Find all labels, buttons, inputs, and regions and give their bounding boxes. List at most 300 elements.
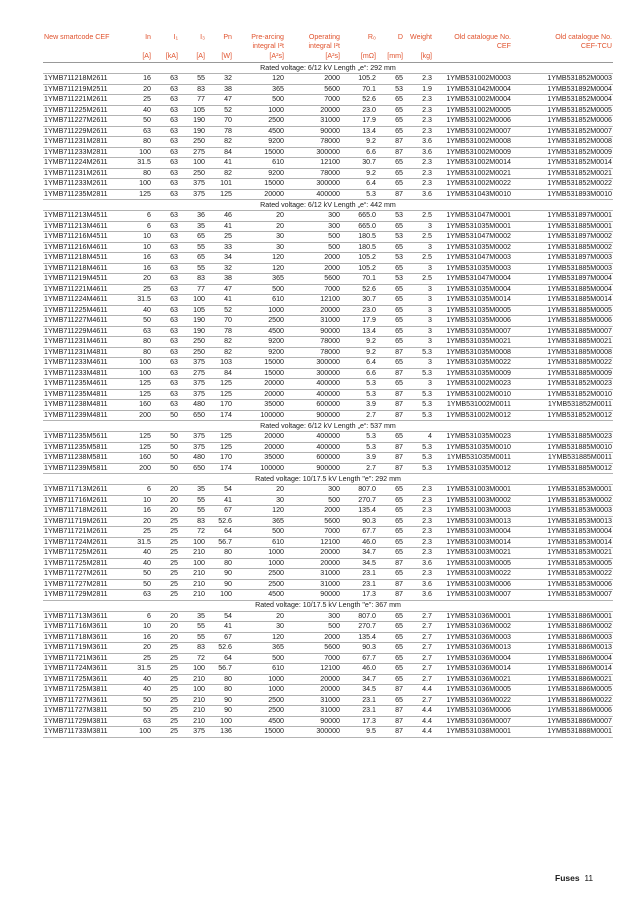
table-cell: 40: [125, 685, 152, 696]
table-row: [43, 295, 613, 306]
table-cell: 20: [152, 506, 179, 517]
table-cell: 9.2: [341, 168, 377, 179]
table-cell: 375: [179, 189, 206, 200]
table-cell: 1YMB531035M0010: [433, 442, 512, 453]
table-cell: 20000: [285, 558, 341, 569]
table-cell: 100: [179, 685, 206, 696]
table-cell: 210: [179, 716, 206, 727]
unit-operating: [A²s]: [285, 52, 341, 63]
table-cell: 2000: [285, 263, 341, 274]
section-header-row: [43, 200, 613, 211]
table-cell: 1YMB531852M0021: [512, 168, 613, 179]
table-cell: 1YMB531036M0022: [433, 695, 512, 706]
table-cell: 1YMB711218M4611: [43, 263, 125, 274]
table-cell: 170: [206, 400, 233, 411]
table-cell: 100: [125, 179, 152, 190]
table-cell: 54: [206, 485, 233, 496]
table-cell: 375: [179, 358, 206, 369]
table-cell: 65: [377, 263, 404, 274]
table-row: [43, 558, 613, 569]
table-body: [43, 63, 613, 738]
table-cell: 1YMB711719M2611: [43, 516, 125, 527]
table-cell: 105: [179, 305, 206, 316]
table-cell: 65: [377, 326, 404, 337]
table-cell: 120: [233, 74, 285, 85]
table-cell: 5.3: [404, 453, 433, 464]
table-row: [43, 537, 613, 548]
table-cell: 78000: [285, 168, 341, 179]
table-cell: 1YMB711219M4511: [43, 274, 125, 285]
table-cell: 4.4: [404, 716, 433, 727]
table-cell: 375: [179, 379, 206, 390]
table-cell: 300000: [285, 358, 341, 369]
table-row: [43, 485, 613, 496]
table-cell: 63: [152, 316, 179, 327]
table-cell: 67.7: [341, 527, 377, 538]
table-cell: 400000: [285, 389, 341, 400]
table-cell: 3.9: [341, 453, 377, 464]
table-cell: 35: [179, 221, 206, 232]
table-cell: 5.3: [341, 379, 377, 390]
table-cell: 63: [152, 116, 179, 127]
table-cell: 20000: [285, 105, 341, 116]
table-cell: 41: [206, 295, 233, 306]
table-cell: 6: [125, 211, 152, 222]
table-cell: 1YMB711721M2611: [43, 527, 125, 538]
table-cell: 174: [206, 463, 233, 474]
table-cell: 125: [206, 379, 233, 390]
table-cell: 1YMB531852M0007: [512, 126, 613, 137]
table-cell: 35: [179, 611, 206, 622]
table-cell: 2.7: [404, 674, 433, 685]
table-cell: 1YMB531886M0005: [512, 685, 613, 696]
table-cell: 50: [152, 463, 179, 474]
table-cell: 83: [179, 274, 206, 285]
table-cell: 9200: [233, 337, 285, 348]
table-cell: 1YMB531886M0007: [512, 716, 613, 727]
table-cell: 23.1: [341, 569, 377, 580]
table-cell: 170: [206, 453, 233, 464]
table-cell: 5600: [285, 643, 341, 654]
table-cell: 1YMB531036M0007: [433, 716, 512, 727]
table-cell: 82: [206, 347, 233, 358]
table-cell: 2.3: [404, 485, 433, 496]
table-cell: 500: [285, 242, 341, 253]
table-cell: 55: [179, 632, 206, 643]
table-cell: 67: [206, 506, 233, 517]
table-cell: 100: [125, 368, 152, 379]
table-cell: 2.3: [404, 516, 433, 527]
table-cell: 4500: [233, 326, 285, 337]
table-cell: 50: [125, 579, 152, 590]
table-cell: 5.3: [404, 410, 433, 421]
table-cell: 25: [125, 284, 152, 295]
table-cell: 63: [152, 147, 179, 158]
table-cell: 78: [206, 326, 233, 337]
table-cell: 25: [125, 527, 152, 538]
table-cell: 500: [233, 527, 285, 538]
table-cell: 31000: [285, 316, 341, 327]
table-cell: 6: [125, 221, 152, 232]
table-cell: 1YMB531003M0007: [433, 590, 512, 601]
table-cell: 1YMB531002M0007: [433, 126, 512, 137]
table-cell: 4.4: [404, 685, 433, 696]
table-cell: 2.5: [404, 232, 433, 243]
table-cell: 90000: [285, 326, 341, 337]
table-cell: 3: [404, 326, 433, 337]
table-cell: 80: [206, 685, 233, 696]
table-cell: 500: [233, 653, 285, 664]
table-cell: 83: [179, 643, 206, 654]
table-cell: 180.5: [341, 232, 377, 243]
table-cell: 1000: [233, 305, 285, 316]
table-cell: 63: [152, 211, 179, 222]
table-cell: 53: [377, 84, 404, 95]
table-cell: 25: [152, 664, 179, 675]
table-cell: 210: [179, 674, 206, 685]
table-cell: 52.6: [341, 95, 377, 106]
table-cell: 1YMB531036M0005: [433, 685, 512, 696]
table-cell: 10: [125, 232, 152, 243]
table-cell: 2.5: [404, 211, 433, 222]
table-cell: 300: [285, 221, 341, 232]
table-cell: 1YMB531002M0023: [433, 379, 512, 390]
table-cell: 33: [206, 242, 233, 253]
table-cell: 65: [377, 242, 404, 253]
table-cell: 63: [152, 337, 179, 348]
table-row: [43, 316, 613, 327]
table-cell: 5.3: [341, 189, 377, 200]
table-cell: 1YMB711724M3611: [43, 664, 125, 675]
table-cell: 1YMB711227M2611: [43, 116, 125, 127]
section-title: Rated voltage: 6/12 kV Length „e“: 292 mm: [43, 63, 613, 74]
table-cell: 2.3: [404, 537, 433, 548]
table-cell: 210: [179, 548, 206, 559]
table-cell: 100: [179, 558, 206, 569]
table-cell: 63: [152, 242, 179, 253]
table-cell: 2.7: [341, 463, 377, 474]
table-cell: 53: [377, 253, 404, 264]
table-row: [43, 305, 613, 316]
table-cell: 1YMB531853M0013: [512, 516, 613, 527]
table-cell: 12100: [285, 158, 341, 169]
table-cell: 87: [377, 685, 404, 696]
table-cell: 31000: [285, 706, 341, 717]
table-cell: 4: [404, 432, 433, 443]
table-cell: 83: [179, 516, 206, 527]
table-cell: 2.3: [404, 527, 433, 538]
table-cell: 3.6: [404, 137, 433, 148]
table-row: [43, 84, 613, 95]
table-cell: 52: [206, 105, 233, 116]
table-cell: 650: [179, 410, 206, 421]
table-cell: 9.2: [341, 337, 377, 348]
table-cell: 38: [206, 84, 233, 95]
table-cell: 1YMB711716M2611: [43, 495, 125, 506]
table-cell: 64: [206, 653, 233, 664]
table-cell: 1YMB531852M0004: [512, 95, 613, 106]
table-cell: 2.7: [404, 643, 433, 654]
table-cell: 1YMB711729M3811: [43, 716, 125, 727]
table-cell: 1YMB531897M0004: [512, 274, 613, 285]
table-cell: 87: [377, 147, 404, 158]
table-cell: 1YMB531002M0011: [433, 400, 512, 411]
table-cell: 103: [206, 358, 233, 369]
table-cell: 1YMB531853M0005: [512, 558, 613, 569]
table-cell: 375: [179, 179, 206, 190]
table-cell: 1YMB531002M0014: [433, 158, 512, 169]
table-row: [43, 400, 613, 411]
table-row: [43, 126, 613, 137]
table-cell: 30: [233, 232, 285, 243]
table-row: [43, 674, 613, 685]
table-cell: 41: [206, 495, 233, 506]
table-cell: 65: [377, 284, 404, 295]
table-cell: 2500: [233, 116, 285, 127]
table-cell: 63: [152, 105, 179, 116]
table-cell: 15000: [233, 368, 285, 379]
table-cell: 63: [152, 379, 179, 390]
table-cell: 1YMB531885M0014: [512, 295, 613, 306]
table-cell: 1YMB531885M0011: [512, 453, 613, 464]
table-cell: 400000: [285, 189, 341, 200]
table-cell: 2000: [285, 632, 341, 643]
table-cell: 40: [125, 305, 152, 316]
table-cell: 63: [152, 84, 179, 95]
table-cell: 1YMB531853M0002: [512, 495, 613, 506]
table-cell: 4.4: [404, 706, 433, 717]
table-cell: 50: [152, 453, 179, 464]
table-cell: 55: [179, 263, 206, 274]
table-cell: 375: [179, 442, 206, 453]
table-cell: 10: [125, 622, 152, 633]
table-cell: 77: [179, 284, 206, 295]
table-cell: 1YMB711233M4611: [43, 358, 125, 369]
table-cell: 1YMB711719M3611: [43, 643, 125, 654]
table-cell: 1YMB531853M0001: [512, 485, 613, 496]
table-cell: 20: [233, 221, 285, 232]
table-row: [43, 727, 613, 738]
table-cell: 5.3: [341, 432, 377, 443]
table-cell: 90.3: [341, 516, 377, 527]
table-cell: 90: [206, 579, 233, 590]
table-cell: 1YMB531886M0013: [512, 643, 613, 654]
table-cell: 807.0: [341, 611, 377, 622]
table-cell: 1YMB711216M4511: [43, 232, 125, 243]
table-row: [43, 590, 613, 601]
table-row: [43, 569, 613, 580]
table-cell: 25: [125, 653, 152, 664]
table-cell: 20000: [285, 685, 341, 696]
table-cell: 3: [404, 295, 433, 306]
table-cell: 1YMB711224M2611: [43, 158, 125, 169]
table-cell: 1YMB711727M2811: [43, 579, 125, 590]
table-cell: 1YMB711239M5811: [43, 463, 125, 474]
table-cell: 1YMB531035M0012: [433, 463, 512, 474]
table-cell: 63: [152, 368, 179, 379]
table-cell: 70.1: [341, 84, 377, 95]
table-cell: 400000: [285, 442, 341, 453]
col-header-old-tcu: Old catalogue No. CEF-TCU: [555, 33, 612, 51]
table-cell: 87: [377, 347, 404, 358]
table-cell: 1YMB531038M0001: [433, 727, 512, 738]
table-cell: 2.7: [404, 622, 433, 633]
table-cell: 2.7: [404, 695, 433, 706]
table-cell: 125: [125, 189, 152, 200]
table-row: [43, 463, 613, 474]
table-cell: 63: [152, 189, 179, 200]
fuse-spec-table: [43, 33, 613, 738]
table-cell: 55: [179, 242, 206, 253]
table-cell: 125: [206, 432, 233, 443]
table-cell: 20000: [285, 548, 341, 559]
table-cell: 87: [377, 368, 404, 379]
table-cell: 65: [377, 664, 404, 675]
table-row: [43, 337, 613, 348]
table-row: [43, 506, 613, 517]
table-row: [43, 253, 613, 264]
table-cell: 65: [377, 695, 404, 706]
table-cell: 34.7: [341, 674, 377, 685]
table-cell: 1YMB531897M0003: [512, 253, 613, 264]
table-row: [43, 653, 613, 664]
table-cell: 4500: [233, 716, 285, 727]
table-cell: 65: [377, 95, 404, 106]
table-cell: 1YMB531853M0004: [512, 527, 613, 538]
table-cell: 105.2: [341, 263, 377, 274]
table-cell: 400000: [285, 432, 341, 443]
table-row: [43, 232, 613, 243]
section-title: Rated voltage: 10/17.5 kV Length "e": 367 mm: [43, 600, 613, 611]
table-cell: 1000: [233, 105, 285, 116]
col-header-r0: R₀: [367, 33, 376, 41]
table-cell: 1YMB711231M4611: [43, 337, 125, 348]
table-cell: 1YMB711725M2811: [43, 558, 125, 569]
table-cell: 25: [152, 685, 179, 696]
table-cell: 63: [152, 284, 179, 295]
table-cell: 80: [206, 548, 233, 559]
table-cell: 1YMB531852M0003: [512, 74, 613, 85]
table-cell: 40: [125, 105, 152, 116]
table-cell: 65: [377, 495, 404, 506]
table-cell: 3: [404, 284, 433, 295]
table-cell: 1YMB531036M0004: [433, 653, 512, 664]
table-cell: 1YMB531003M0004: [433, 527, 512, 538]
table-cell: 210: [179, 706, 206, 717]
table-cell: 1YMB531885M0009: [512, 368, 613, 379]
table-cell: 120: [233, 263, 285, 274]
table-cell: 120: [233, 632, 285, 643]
table-cell: 2000: [285, 506, 341, 517]
table-cell: 807.0: [341, 485, 377, 496]
table-cell: 32: [206, 74, 233, 85]
table-cell: 65: [377, 74, 404, 85]
table-cell: 100: [125, 358, 152, 369]
table-cell: 25: [152, 653, 179, 664]
table-cell: 1YMB711231M2611: [43, 168, 125, 179]
table-cell: 101: [206, 179, 233, 190]
table-cell: 1YMB531897M0002: [512, 232, 613, 243]
table-cell: 84: [206, 368, 233, 379]
table-cell: 1YMB531002M0006: [433, 116, 512, 127]
table-cell: 16: [125, 632, 152, 643]
table-cell: 90000: [285, 590, 341, 601]
table-cell: 63: [152, 126, 179, 137]
table-cell: 2.5: [404, 253, 433, 264]
table-cell: 270.7: [341, 622, 377, 633]
table-cell: 2.3: [404, 569, 433, 580]
table-cell: 70: [206, 116, 233, 127]
table-cell: 65: [377, 337, 404, 348]
table-cell: 30: [233, 495, 285, 506]
table-row: [43, 179, 613, 190]
table-cell: 500: [233, 284, 285, 295]
table-cell: 5.3: [404, 463, 433, 474]
table-cell: 63: [152, 74, 179, 85]
table-cell: 6.6: [341, 368, 377, 379]
table-cell: 90000: [285, 126, 341, 137]
table-cell: 87: [377, 389, 404, 400]
table-cell: 1YMB711224M4611: [43, 295, 125, 306]
section-header-row: [43, 63, 613, 74]
table-cell: 1YMB711235M4811: [43, 389, 125, 400]
table-cell: 1YMB531003M0021: [433, 548, 512, 559]
table-cell: 55: [179, 74, 206, 85]
table-cell: 665.0: [341, 221, 377, 232]
table-row: [43, 137, 613, 148]
table-row: [43, 168, 613, 179]
table-cell: 1YMB531897M0001: [512, 211, 613, 222]
table-cell: 1YMB711238M5811: [43, 453, 125, 464]
unit-i1: [kA]: [152, 52, 179, 63]
table-cell: 35000: [233, 400, 285, 411]
table-cell: 1YMB531003M0006: [433, 579, 512, 590]
table-cell: 90: [206, 695, 233, 706]
table-cell: 1.9: [404, 84, 433, 95]
table-cell: 1YMB531003M0014: [433, 537, 512, 548]
table-cell: 7000: [285, 653, 341, 664]
col-header-code: New smartcode CEF: [44, 33, 110, 41]
unit-weight: [kg]: [404, 52, 433, 63]
table-cell: 80: [206, 674, 233, 685]
table-cell: 65: [377, 674, 404, 685]
table-row: [43, 263, 613, 274]
table-cell: 78000: [285, 337, 341, 348]
table-cell: 53: [377, 232, 404, 243]
table-cell: 3.6: [404, 189, 433, 200]
table-cell: 275: [179, 147, 206, 158]
table-cell: 80: [125, 137, 152, 148]
table-cell: 65: [377, 168, 404, 179]
table-cell: 1YMB711221M4611: [43, 284, 125, 295]
table-row: [43, 221, 613, 232]
table-cell: 3.6: [404, 558, 433, 569]
table-cell: 1YMB711238M4811: [43, 400, 125, 411]
table-cell: 7000: [285, 527, 341, 538]
unit-r0: [mΩ]: [341, 52, 377, 63]
table-cell: 6: [125, 611, 152, 622]
table-cell: 63: [152, 400, 179, 411]
table-cell: 20: [152, 622, 179, 633]
table-cell: 38: [206, 274, 233, 285]
table-cell: 63: [152, 221, 179, 232]
table-cell: 67: [206, 632, 233, 643]
table-cell: 77: [179, 95, 206, 106]
table-cell: 2500: [233, 579, 285, 590]
table-cell: 4.4: [404, 727, 433, 738]
table-cell: 500: [285, 495, 341, 506]
table-cell: 1YMB531036M0003: [433, 632, 512, 643]
